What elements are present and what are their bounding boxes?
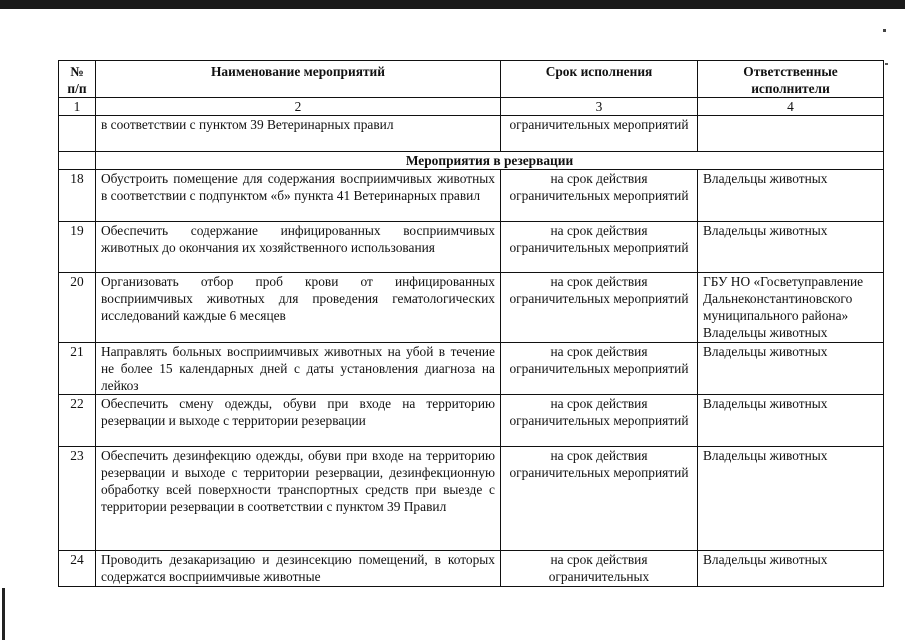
index-cell: 1 xyxy=(59,98,96,116)
row-number xyxy=(59,116,96,152)
row-number: 19 xyxy=(59,222,96,273)
table-row xyxy=(59,447,884,551)
table-row xyxy=(59,273,884,343)
row-number: 22 xyxy=(59,395,96,447)
table-row xyxy=(59,170,884,222)
header-responsible: Ответственные исполнители xyxy=(698,61,884,98)
table-row xyxy=(59,395,884,447)
section-heading-row xyxy=(59,152,884,170)
index-cell: 3 xyxy=(501,98,698,116)
measure-responsible: ГБУ НО «Госветуправление Дальнеконстантиновского муниципального района» Владельцы животных xyxy=(698,273,884,343)
measure-term: на срок действия ограничительных мероприятий xyxy=(501,222,698,273)
index-cell: 2 xyxy=(96,98,501,116)
row-number: 24 xyxy=(59,551,96,587)
scan-speck xyxy=(883,29,886,32)
top-border-rule xyxy=(0,0,905,9)
table-header-row xyxy=(59,61,884,98)
measure-term: на срок действия ограничительных мероприятий xyxy=(501,447,698,551)
measure-name: Обеспечить содержание инфицированных восприимчивых животных до окончания их хозяйственного использования xyxy=(96,222,501,273)
column-index-row xyxy=(59,98,884,116)
measure-name: Направлять больных восприимчивых животных на убой в течение не более 15 календарных дней с даты установления диагноза на лейкоз xyxy=(96,343,501,395)
measure-responsible: Владельцы животных xyxy=(698,447,884,551)
continuation-row xyxy=(59,116,884,152)
measure-responsible: Владельцы животных xyxy=(698,551,884,587)
measure-name: Организовать отбор проб крови от инфицированных восприимчивых животных для проведения гематологических исследований каждые 6 месяцев xyxy=(96,273,501,343)
row-number: 18 xyxy=(59,170,96,222)
measure-term: на срок действия ограничительных мероприятий xyxy=(501,395,698,447)
header-num: № п/п xyxy=(59,61,96,98)
measure-name: Обеспечить смену одежды, обуви при входе на территорию резервации и выходе с территории резервации xyxy=(96,395,501,447)
scan-speck xyxy=(885,63,888,65)
header-term: Срок исполнения xyxy=(501,61,698,98)
row-number: 21 xyxy=(59,343,96,395)
row-number: 20 xyxy=(59,273,96,343)
measure-name: Обеспечить дезинфекцию одежды, обуви при входе на территорию резервации и выходе с территории резервации, дезинфекционную обработку всей поверхности транспортных средств при выезде с территории резервации в соответствии с пунктом 39 Правил xyxy=(96,447,501,551)
table-row xyxy=(59,343,884,395)
table-row xyxy=(59,551,884,587)
header-name: Наименование мероприятий xyxy=(96,61,501,98)
measure-term: на срок действия ограничительных мероприятий xyxy=(501,273,698,343)
measure-name: в соответствии с пунктом 39 Ветеринарных правил xyxy=(96,116,501,152)
index-cell: 4 xyxy=(698,98,884,116)
measure-responsible xyxy=(698,116,884,152)
measure-responsible: Владельцы животных xyxy=(698,343,884,395)
measure-term: на срок действия ограничительных xyxy=(501,551,698,587)
measure-responsible: Владельцы животных xyxy=(698,222,884,273)
row-number: 23 xyxy=(59,447,96,551)
measures-table xyxy=(58,60,884,587)
section-title: Мероприятия в резервации xyxy=(96,152,884,170)
measure-name: Обустроить помещение для содержания восприимчивых животных в соответствии с подпунктом «б» пункта 41 Ветеринарных правил xyxy=(96,170,501,222)
measure-responsible: Владельцы животных xyxy=(698,395,884,447)
measure-term: на срок действия ограничительных мероприятий xyxy=(501,343,698,395)
table-row xyxy=(59,222,884,273)
measure-name: Проводить дезакаризацию и дезинсекцию помещений, в которых содержатся восприимчивые животные xyxy=(96,551,501,587)
measure-term: на срок действия ограничительных мероприятий xyxy=(501,170,698,222)
measure-responsible: Владельцы животных xyxy=(698,170,884,222)
measure-term: ограничительных мероприятий xyxy=(501,116,698,152)
left-margin-rule xyxy=(2,588,5,640)
